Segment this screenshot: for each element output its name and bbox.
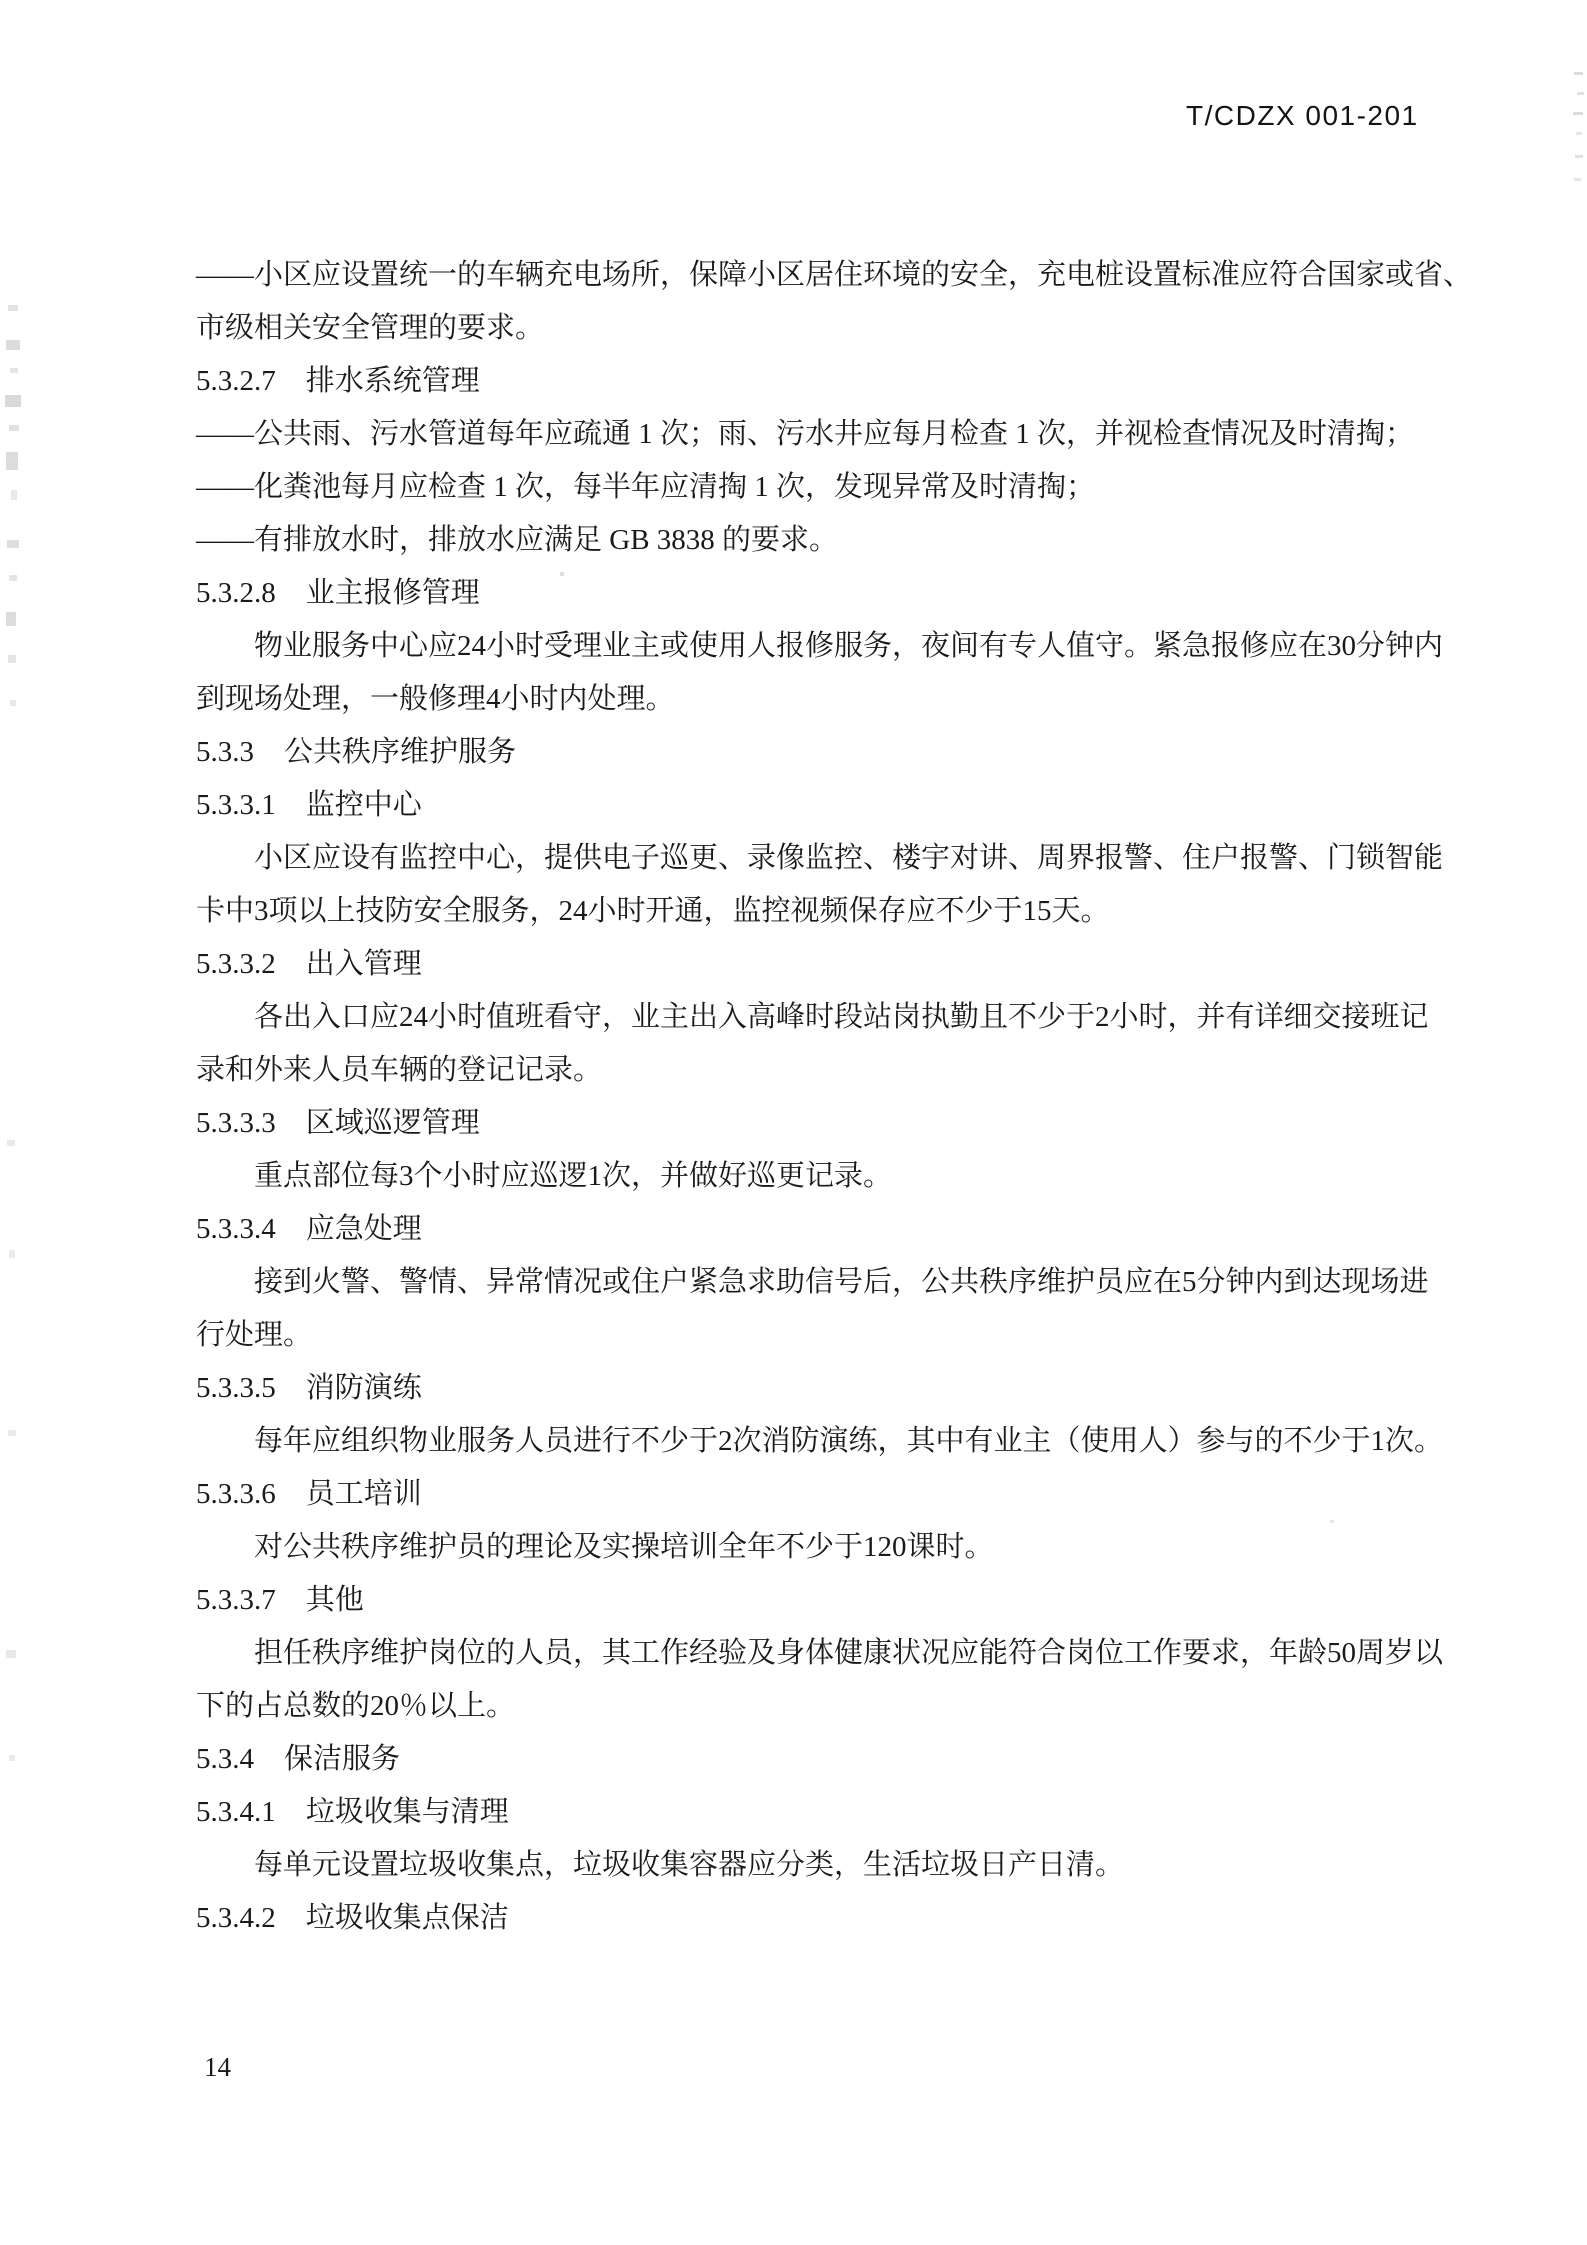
page-number: 14 xyxy=(204,2052,231,2082)
section-heading xyxy=(196,1203,1464,1256)
scan-smudge xyxy=(1574,72,1583,75)
section-number: 5.3.3.2 xyxy=(196,948,276,980)
section-title: 垃圾收集与清理 xyxy=(305,1796,509,1828)
section-title: 排水系统管理 xyxy=(305,365,480,397)
text-line: 市级相关安全管理的要求。 xyxy=(196,312,545,344)
scan-smudge xyxy=(9,1755,15,1761)
text-line: 下的占总数的20％以上。 xyxy=(196,1690,516,1722)
section-heading xyxy=(196,779,1464,832)
scan-smudge xyxy=(1577,92,1584,95)
section-title: 其他 xyxy=(305,1584,364,1616)
scan-smudge xyxy=(8,655,16,663)
text-line: 各出入口应24小时值班看守，业主出入高峰时段站岗执勤且不少于2小时，并有详细交接班记 xyxy=(254,1001,1429,1033)
section-title: 保洁服务 xyxy=(284,1743,401,1775)
section-number: 5.3.3.6 xyxy=(196,1478,276,1510)
section-title: 公共秩序维护服务 xyxy=(284,736,517,768)
standard-number-header: T/CDZX 001-201 xyxy=(1186,100,1419,131)
text-line: ——化粪池每月应检查 1 次，每半年应清掏 1 次，发现异常及时清掏； xyxy=(196,471,1096,503)
text-line: 重点部位每3个小时应巡逻1次，并做好巡更记录。 xyxy=(254,1160,893,1192)
section-number: 5.3.3.7 xyxy=(196,1584,276,1616)
section-number: 5.3.4 xyxy=(196,1743,254,1775)
section-heading xyxy=(196,726,1464,779)
text-line: 对公共秩序维护员的理论及实操培训全年不少于120课时。 xyxy=(254,1531,994,1563)
scan-smudge xyxy=(9,575,17,581)
section-number: 5.3.4.2 xyxy=(196,1902,276,1934)
section-heading xyxy=(196,938,1464,991)
section-title: 业主报修管理 xyxy=(305,577,480,609)
section-heading xyxy=(196,1097,1464,1150)
text-line: 物业服务中心应24小时受理业主或使用人报修服务，夜间有专人值守。紧急报修应在30分钟内 xyxy=(254,630,1444,662)
section-heading xyxy=(196,1362,1464,1415)
section-title: 消防演练 xyxy=(305,1372,422,1404)
text-line: 担任秩序维护岗位的人员，其工作经验及身体健康状况应能符合岗位工作要求，年龄50周岁以 xyxy=(254,1637,1444,1669)
section-title: 员工培训 xyxy=(305,1478,422,1510)
text-line: 行处理。 xyxy=(196,1319,313,1351)
section-heading xyxy=(196,1468,1464,1521)
scan-smudge xyxy=(10,368,18,373)
section-number: 5.3.3.1 xyxy=(196,789,276,821)
text-line: 到现场处理，一般修理4小时内处理。 xyxy=(196,683,675,715)
section-number: 5.3.2.7 xyxy=(196,365,276,397)
scan-smudge xyxy=(8,1430,16,1436)
scan-smudge xyxy=(7,540,19,548)
scan-smudge xyxy=(8,305,18,311)
scan-smudge xyxy=(10,700,16,706)
scan-smudge xyxy=(6,1650,16,1658)
scan-smudge xyxy=(7,1140,15,1146)
scan-smudge xyxy=(6,452,18,470)
document-body xyxy=(196,249,1473,1945)
scan-smudge xyxy=(6,612,16,626)
section-number: 5.3.2.8 xyxy=(196,577,276,609)
text-line: 每单元设置垃圾收集点，垃圾收集容器应分类，生活垃圾日产日清。 xyxy=(254,1849,1125,1881)
text-line: 卡中3项以上技防安全服务，24小时开通，监控视频保存应不少于15天。 xyxy=(196,895,1110,927)
scan-smudge xyxy=(9,425,19,431)
text-line: 每年应组织物业服务人员进行不少于2次消防演练，其中有业主（使用人）参与的不少于1次。 xyxy=(254,1425,1444,1457)
section-title: 应急处理 xyxy=(305,1213,422,1245)
text-line: 录和外来人员车辆的登记记录。 xyxy=(196,1054,603,1086)
text-line: ——有排放水时，排放水应满足 GB 3838 的要求。 xyxy=(196,524,839,556)
section-number: 5.3.3.4 xyxy=(196,1213,276,1245)
scan-smudge xyxy=(11,490,17,500)
scan-smudge xyxy=(6,340,20,350)
section-heading xyxy=(196,355,1464,408)
section-title: 区域巡逻管理 xyxy=(305,1107,480,1139)
section-number: 5.3.3.5 xyxy=(196,1372,276,1404)
scan-smudge xyxy=(1576,132,1582,135)
text-line: 接到火警、警情、异常情况或住户紧急求助信号后，公共秩序维护员应在5分钟内到达现场进 xyxy=(254,1266,1429,1298)
text-line: ——公共雨、污水管道每年应疏通 1 次；雨、污水井应每月检查 1 次，并视检查情况及时清掏； xyxy=(196,418,1415,450)
section-number: 5.3.4.1 xyxy=(196,1796,276,1828)
section-heading xyxy=(196,567,1464,620)
scan-smudge xyxy=(1573,112,1583,115)
section-title: 出入管理 xyxy=(305,948,422,980)
text-line: ——小区应设置统一的车辆充电场所，保障小区居住环境的安全，充电桩设置标准应符合国家或省、 xyxy=(196,259,1473,291)
scan-smudge xyxy=(5,395,21,407)
section-title: 垃圾收集点保洁 xyxy=(305,1902,509,1934)
scan-smudge xyxy=(1574,178,1581,181)
text-line: 小区应设有监控中心，提供电子巡更、录像监控、楼宇对讲、周界报警、住户报警、门锁智能 xyxy=(254,842,1444,874)
scan-smudge xyxy=(9,1250,15,1258)
section-heading xyxy=(196,1786,1464,1839)
section-heading xyxy=(196,1574,1464,1627)
section-title: 监控中心 xyxy=(305,789,422,821)
section-heading xyxy=(196,1733,1464,1786)
section-heading xyxy=(196,1892,1464,1945)
scan-smudge xyxy=(1575,155,1583,158)
section-number: 5.3.3.3 xyxy=(196,1107,276,1139)
section-number: 5.3.3 xyxy=(196,736,254,768)
